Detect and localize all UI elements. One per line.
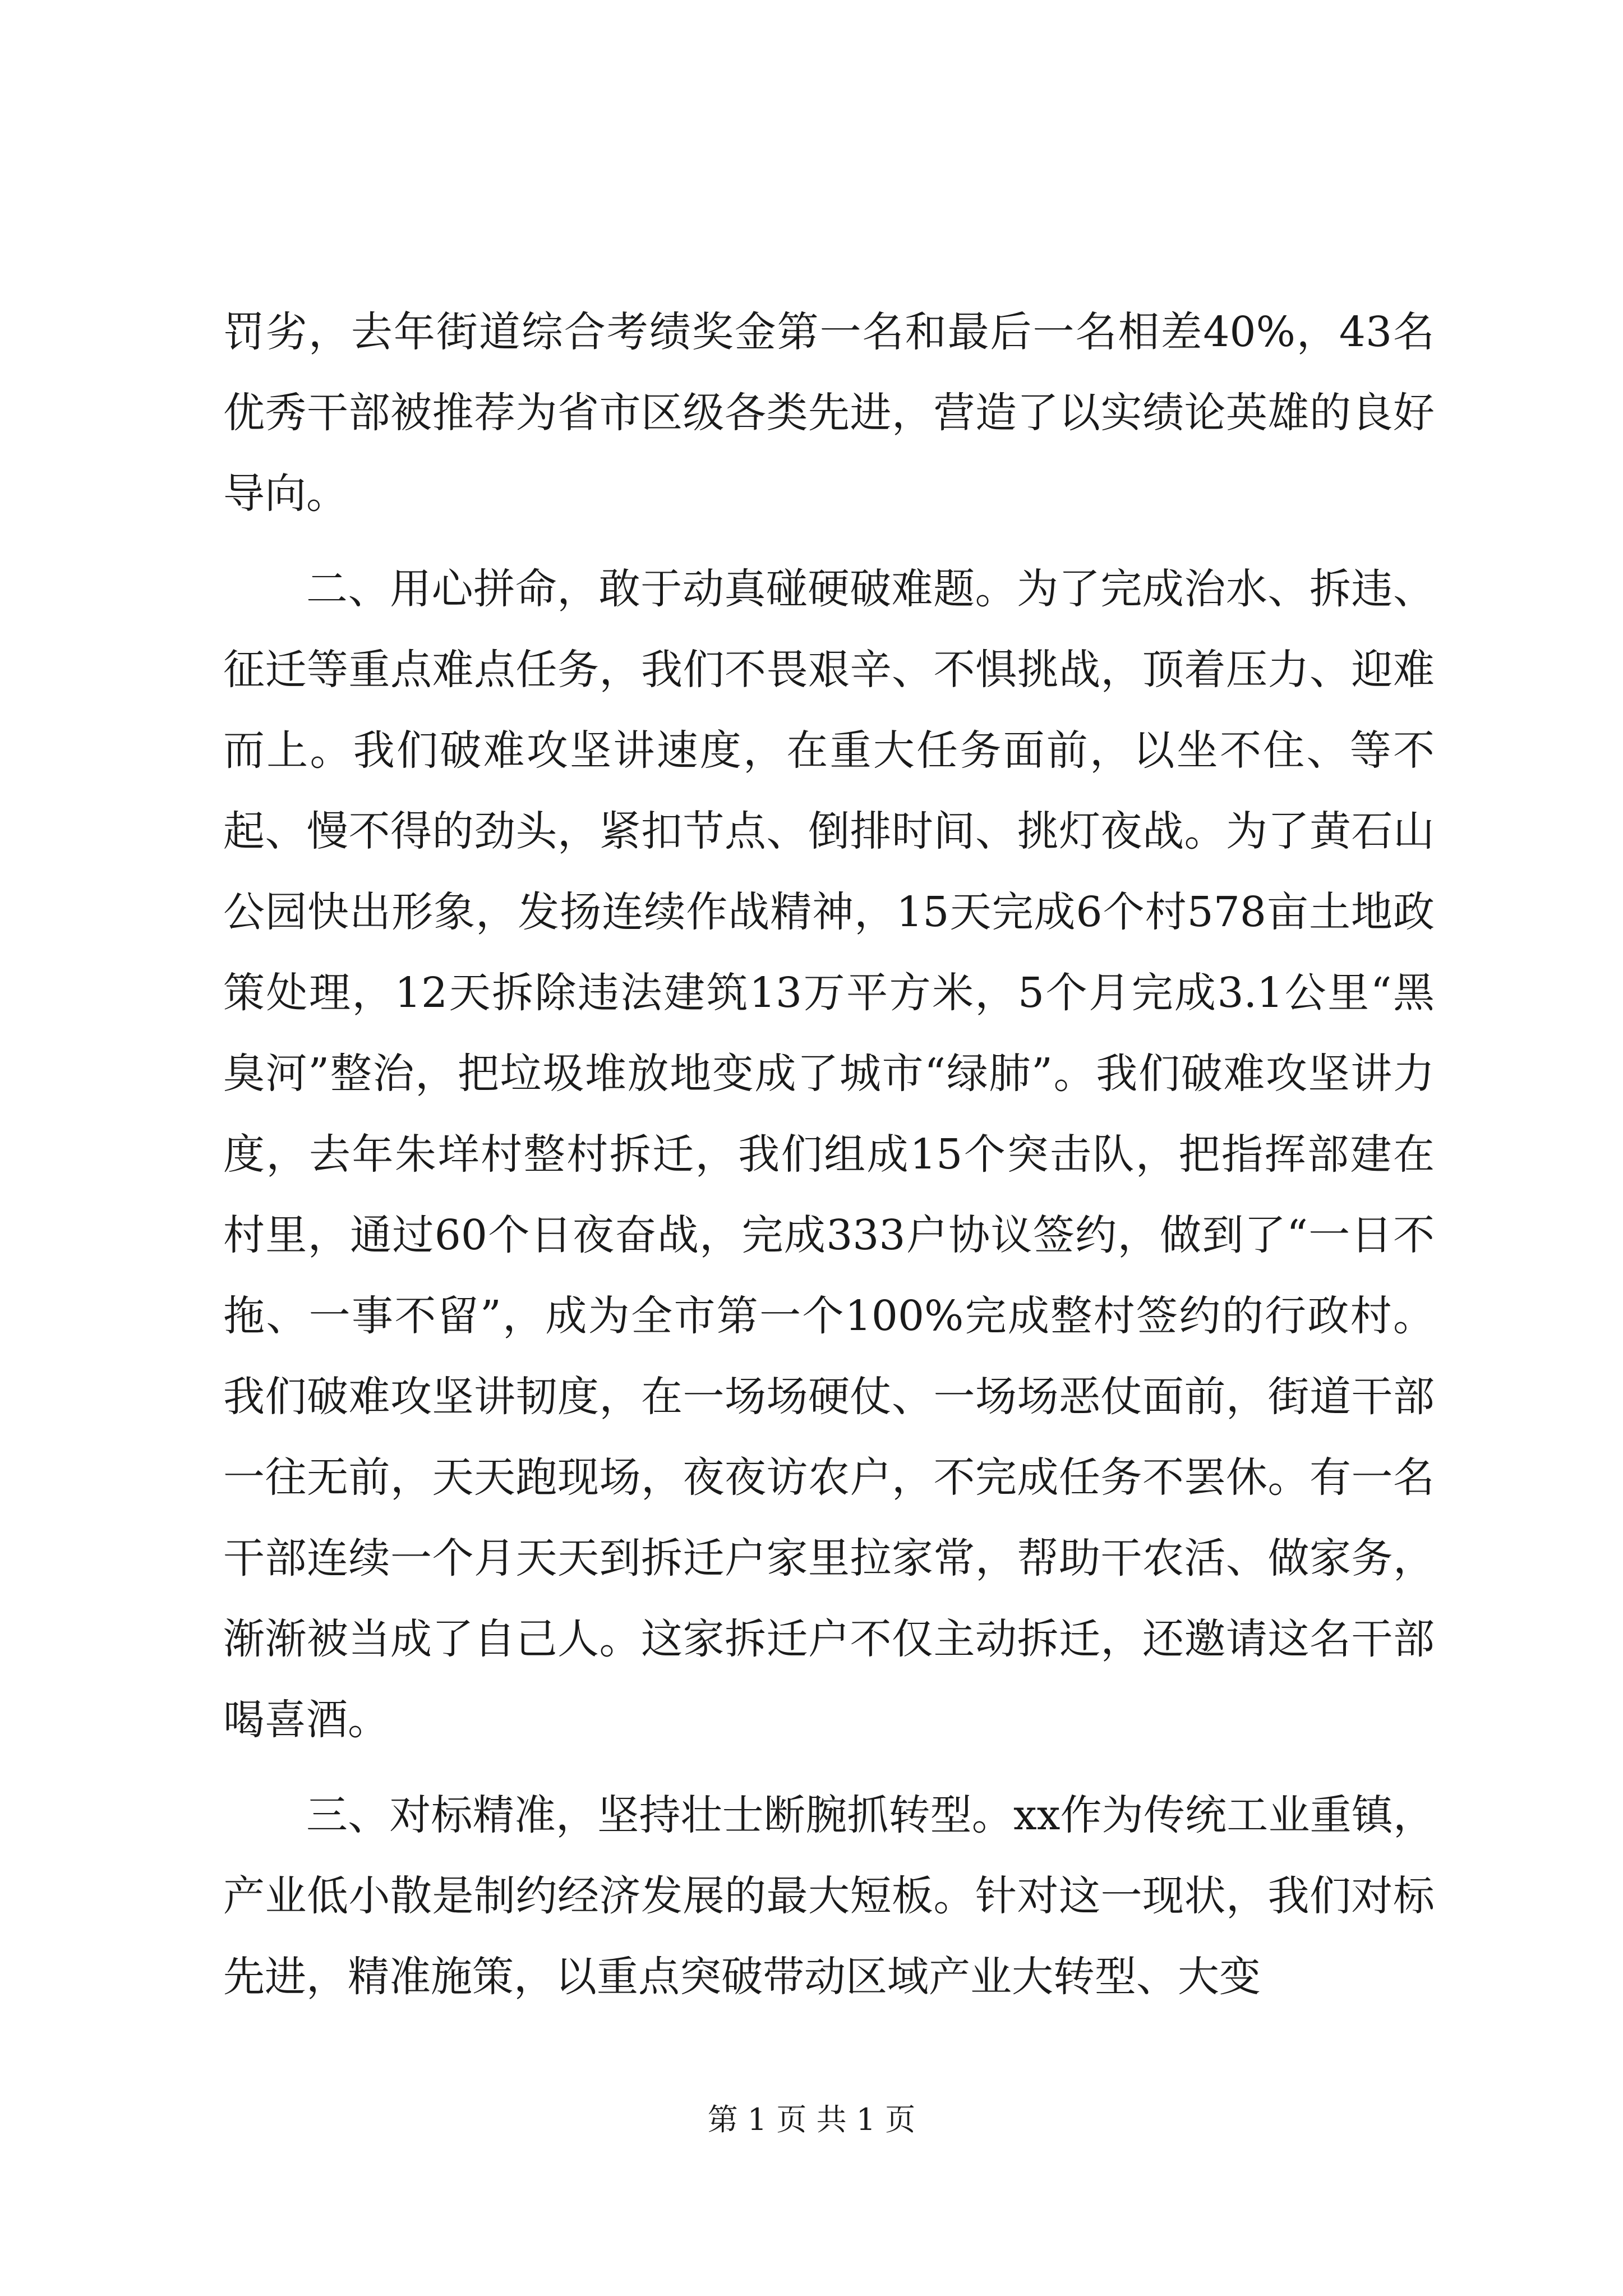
paragraph-section-three: 三、对标精准，坚持壮士断腕抓转型。xx作为传统工业重镇，产业低小散是制约经济发展的最大短板。针对这一现状，我们对标先进，精准施策，以重点突破带动区域产业大转型、大变 (223, 1791, 1435, 2001)
page-footer: 第 1 页 共 1 页 (707, 2102, 916, 2137)
document-body (223, 292, 1435, 2017)
paragraph-continuation: 罚劣，去年街道综合考绩奖金第一名和最后一名相差40%，43名优秀干部被推荐为省市区级各类先进，营造了以实绩论英雄的良好导向。 (223, 308, 1435, 518)
paragraph-section-two: 二、用心拼命，敢于动真碰硬破难题。为了完成治水、拆违、征迁等重点难点任务，我们不畏艰辛、不惧挑战，顶着压力、迎难而上。我们破难攻坚讲速度，在重大任务面前，以坐不住、等不起、慢不得的劲头，紧扣节点、倒排时间、挑灯夜战。为了黄石山公园快出形象，发扬连续作战精神，15天完成6个村578亩土地政策处理，12天拆除违法建筑13万平方米，5个月完成3.1公里“黑臭河”整治，把垃圾堆放地变成了城市“绿肺”。我们破难攻坚讲力度，去年朱垟村整村拆迁，我们组成15个突击队，把指挥部建在村里，通过60个日夜奋战，完成333户协议签约，做到了“一日不拖、一事不留”，成为全市第一个100%完成整村签约的行政村。我们破难攻坚讲韧度，在一场场硬仗、一场场恶仗面前，街道干部一往无前，天天跑现场，夜夜访农户，不完成任务不罢休。有一名干部连续一个月天天到拆迁户家里拉家常，帮助干农活、做家务，渐渐被当成了自己人。这家拆迁户不仅主动拆迁，还邀请这名干部喝喜酒。 (223, 565, 1435, 1744)
